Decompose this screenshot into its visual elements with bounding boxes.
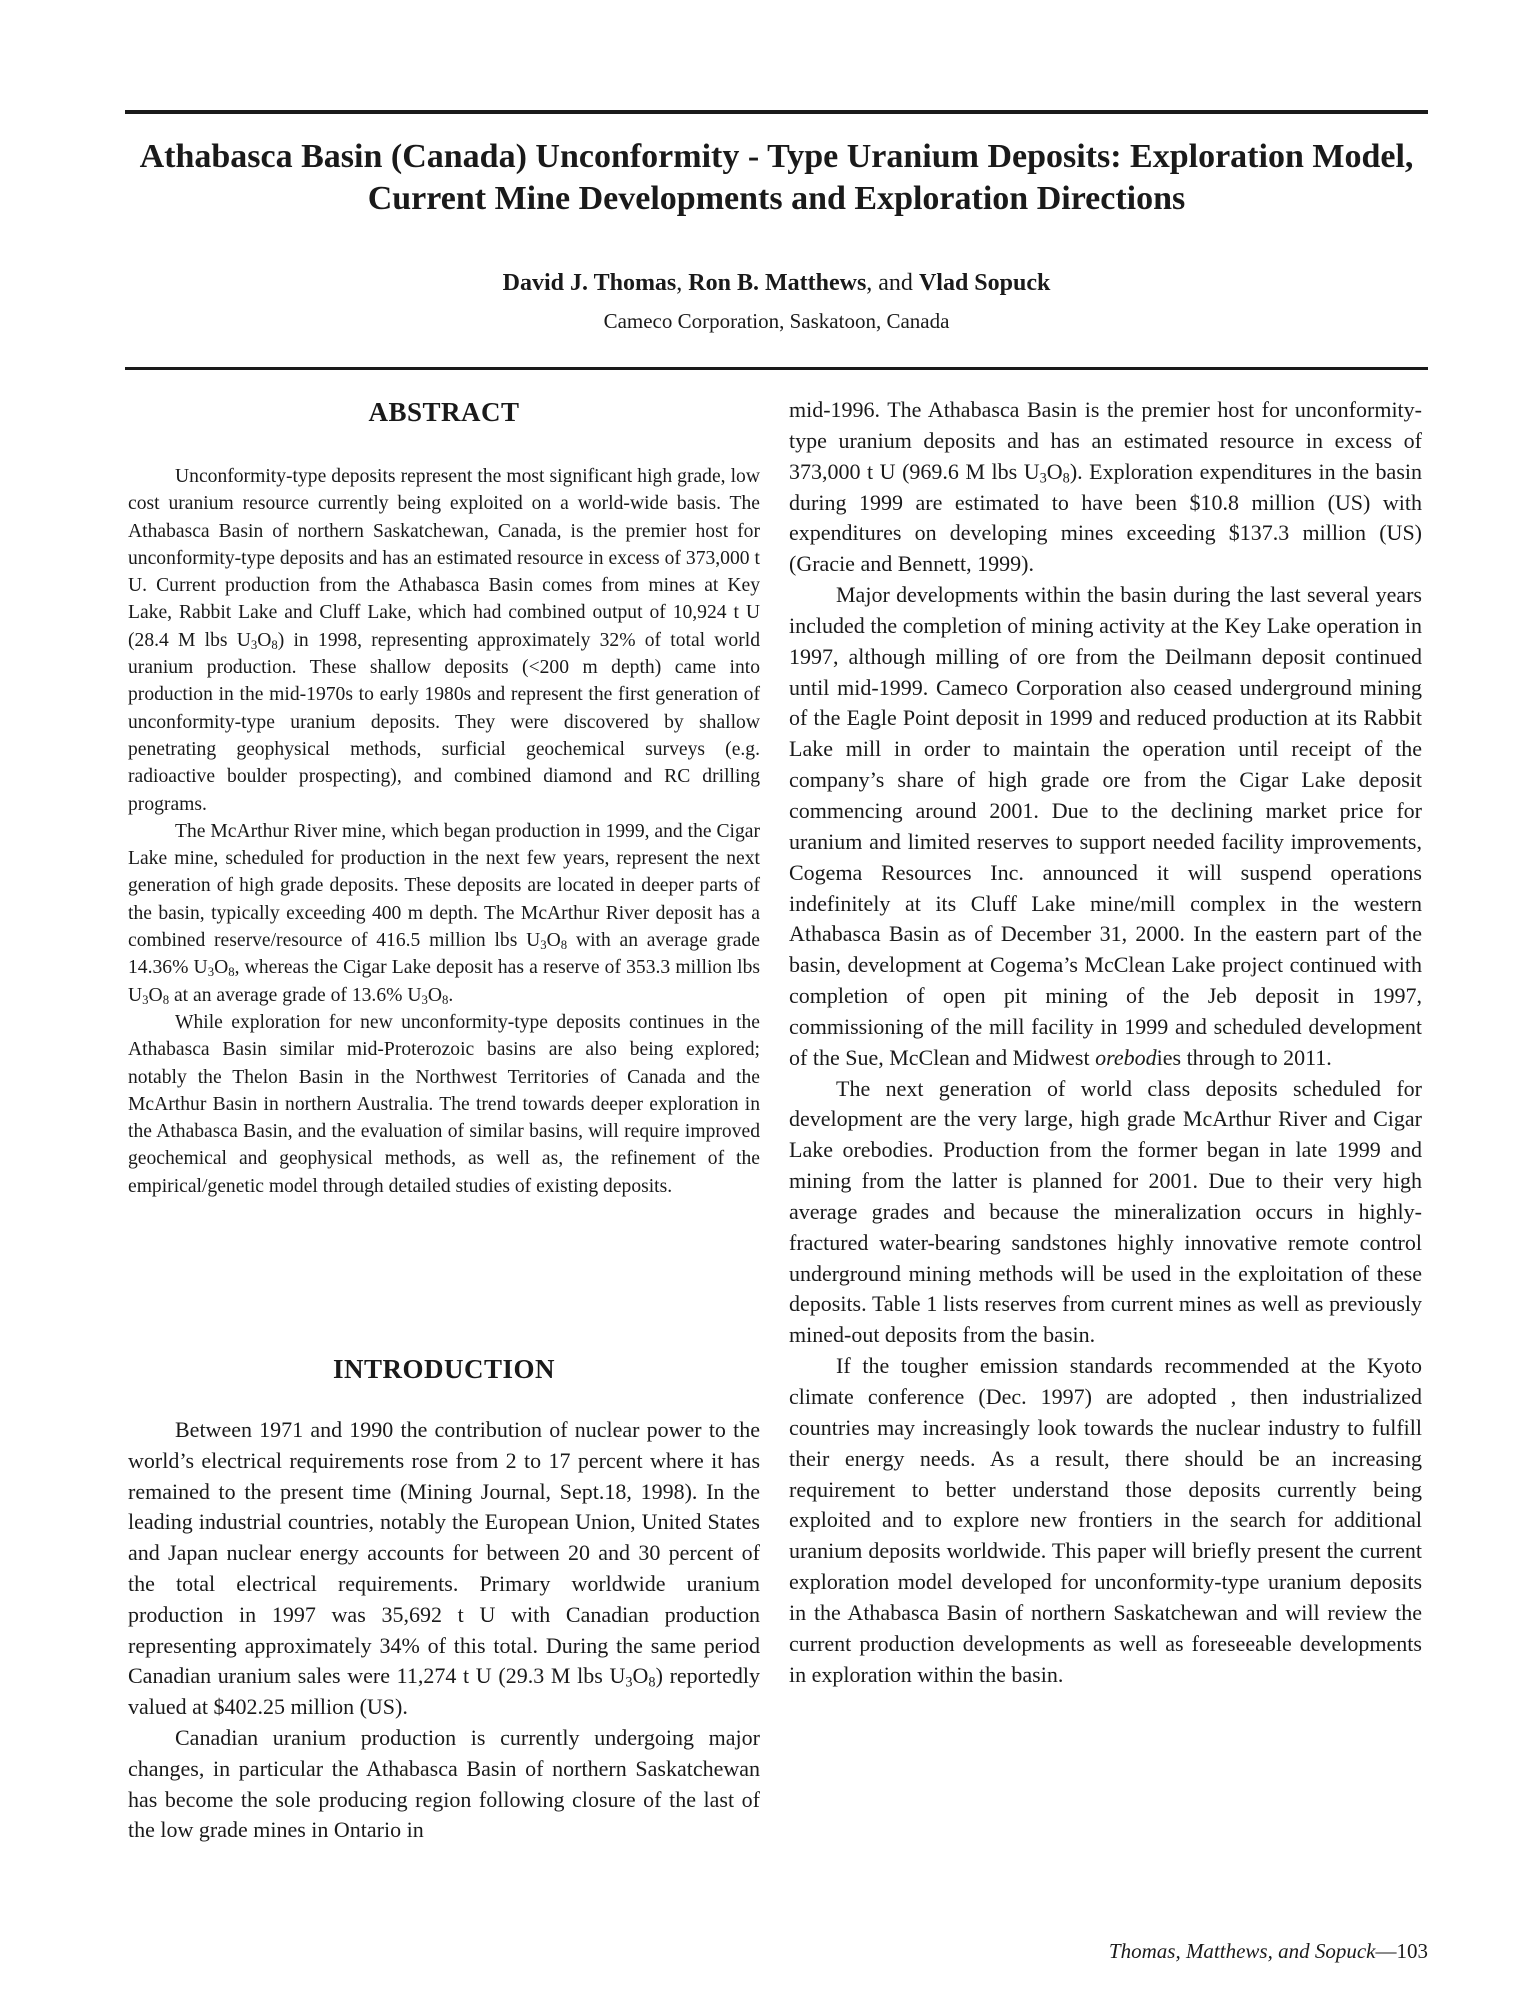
author-name: David J. Thomas <box>502 270 677 296</box>
abstract-paragraph: While exploration for new unconformity-type deposits continues in the Athabasca Basin similar mid-Proterozoic basins are also being explored; notably the Thelon Basin in the Northwest Territories of Canada and the McArthur Basin in northern Australia. The trend towards deeper exploration in the Athabasca Basin, and the evaluation of similar basins, will require improved geochemical and geophysical methods, as well as, the refinement of the empirical/genetic model through detailed studies of existing deposits. <box>128 1011 760 1197</box>
introduction-paragraph: Between 1971 and 1990 the contribution of nuclear power to the world’s electrical requirements rose from 2 to 17 percent where it has remained to the present time (Mining Journal, Sept.18, 1998). In the leading industrial countries, notably the European Union, United States and Japan nuclear energy accounts for between 20 and 30 percent of the total electrical requirements. Primary worldwide uranium production in 1997 was 35,692 t U with Canadian production representing approximately 34% of this total. During the same period Canadian uranium sales were 11,274 t U (29.3 M lbs $U_3O_8$) reportedly valued at $402.25 million (US). <box>128 1417 760 1720</box>
author-separator: , <box>676 270 689 296</box>
author-name: Vlad Sopuck <box>918 270 1051 296</box>
introduction-heading: INTRODUCTION <box>332 1354 556 1384</box>
page-number: 103 <box>1396 1939 1428 1963</box>
author-list <box>125 268 1428 298</box>
right-column-body <box>789 395 1422 1690</box>
author-affiliation: Cameco Corporation, Saskatoon, Canada <box>603 309 950 333</box>
introduction-paragraph: Canadian uranium production is currently undergoing major changes, in particular the Athabasca Basin of northern Saskatchewan has become the sole producing region following closure of the last of the low grade mines in Ontario in <box>128 1724 760 1843</box>
body-paragraph: mid-1996. The Athabasca Basin is the premier host for unconformity-type uranium deposits and has an estimated resource in excess of 373,000 t U (969.6 M lbs $U_3O_8$). Exploration expenditures in the basin during 1999 are estimated to have been $10.8 million (US) with expenditures on developing mines exceeding $137.3 million (US) (Gracie and Bennett, 1999). <box>789 397 1422 577</box>
running-head: Thomas, Matthews, and Sopuck <box>1108 1939 1376 1963</box>
author-separator: , and <box>866 270 919 296</box>
page-footer <box>1109 1937 1428 1965</box>
body-paragraph: The next generation of world class deposits scheduled for development are the very large, high grade McArthur River and Cigar Lake orebodies. Production from the former began in late 1999 and mining from the latter is planned for 2001. Due to their very high average grades and because the mineralization occurs in highly-fractured water-bearing sandstones highly innovative remote control underground mining methods will be used in the exploitation of these deposits. Table 1 lists reserves from current mines as well as previously mined-out deposits from the basin. <box>789 1075 1422 1348</box>
abstract-body <box>128 463 760 1200</box>
footer-dash: — <box>1375 1939 1397 1963</box>
introduction-body <box>128 1415 760 1846</box>
body-paragraph: If the tougher emission standards recommended at the Kyoto climate conference (Dec. 1997) are adopted , then industrialized countries may increasingly look towards the nuclear industry to fulfill their energy needs. As a result, there should be an increasing requirement to better understand those deposits currently being exploited and to explore new frontiers in the search for additional uranium deposits worldwide. This paper will briefly present the current exploration model developed for unconformity-type uranium deposits in the Athabasca Basin of northern Saskatchewan and will review the current production developments as well as foreseeable developments in exploration within the basin. <box>789 1353 1422 1687</box>
body-paragraph: Major developments within the basin during the last several years included the completion of mining activity at the Key Lake operation in 1997, although milling of ore from the Deilmann deposit continued until mid-1999. Cameco Corporation also ceased underground mining of the Eagle Point deposit in 1999 and reduced production at its Rabbit Lake mill in order to maintain the operation until receipt of the company’s share of high grade ore from the Cigar Lake deposit commencing around 2001. Due to the declining market price for uranium and limited reserves to support needed facility improvements, Cogema Resources Inc. announced it will suspend operations indefinitely at its Cluff Lake mine/mill complex in the western Athabasca Basin as of December 31, 2000. In the eastern part of the basin, development at Cogema’s McClean Lake project continued with completion of open pit mining of the Jeb deposit in 1997, commissioning of the mill facility in 1999 and scheduled development of the Sue, McClean and Midwest orebodies through to 2011. <box>789 582 1422 1070</box>
paper-title: Athabasca Basin (Canada) Unconformity - Type Uranium Deposits: Exploration Model, Current Mine Developments and Exploration Directions <box>139 138 1414 217</box>
abstract-paragraph: The McArthur River mine, which began production in 1999, and the Cigar Lake mine, scheduled for production in the next few years, represent the next generation of high grade deposits. These deposits are located in deeper parts of the basin, typically exceeding 400 m depth. The McArthur River deposit has a combined reserve/resource of 416.5 million lbs $U_3O_8$ with an average grade 14.36% $U_3O_8$, whereas the Cigar Lake deposit has a reserve of 353.3 million lbs $U_3O_8$ at an average grade of 13.6% $U_3O_8$. <box>128 820 760 1007</box>
author-name: Ron B. Matthews <box>688 270 867 296</box>
abstract-heading: ABSTRACT <box>368 397 520 427</box>
abstract-paragraph: Unconformity-type deposits represent the most significant high grade, low cost uranium resource currently being exploited on a world-wide basis. The Athabasca Basin of northern Saskatchewan, Canada, is the premier host for unconformity-type deposits and has an estimated resource in excess of 373,000 t U. Current production from the Athabasca Basin comes from mines at Key Lake, Rabbit Lake and Cluff Lake, which had combined output of 10,924 t U (28.4 M lbs $U_3O_8$) in 1998, representing approximately 32% of total world uranium production. These shallow deposits (<200 m depth) came into production in the mid-1970s to early 1980s and represent the first generation of unconformity-type uranium deposits. They were discovered by shallow penetrating geophysical methods, surficial geochemical surveys (e.g. radioactive boulder prospecting), and combined diamond and RC drilling programs. <box>128 466 760 815</box>
header-rule <box>125 367 1428 370</box>
italic-term: orebod <box>1095 1044 1157 1070</box>
top-rule <box>125 110 1428 114</box>
